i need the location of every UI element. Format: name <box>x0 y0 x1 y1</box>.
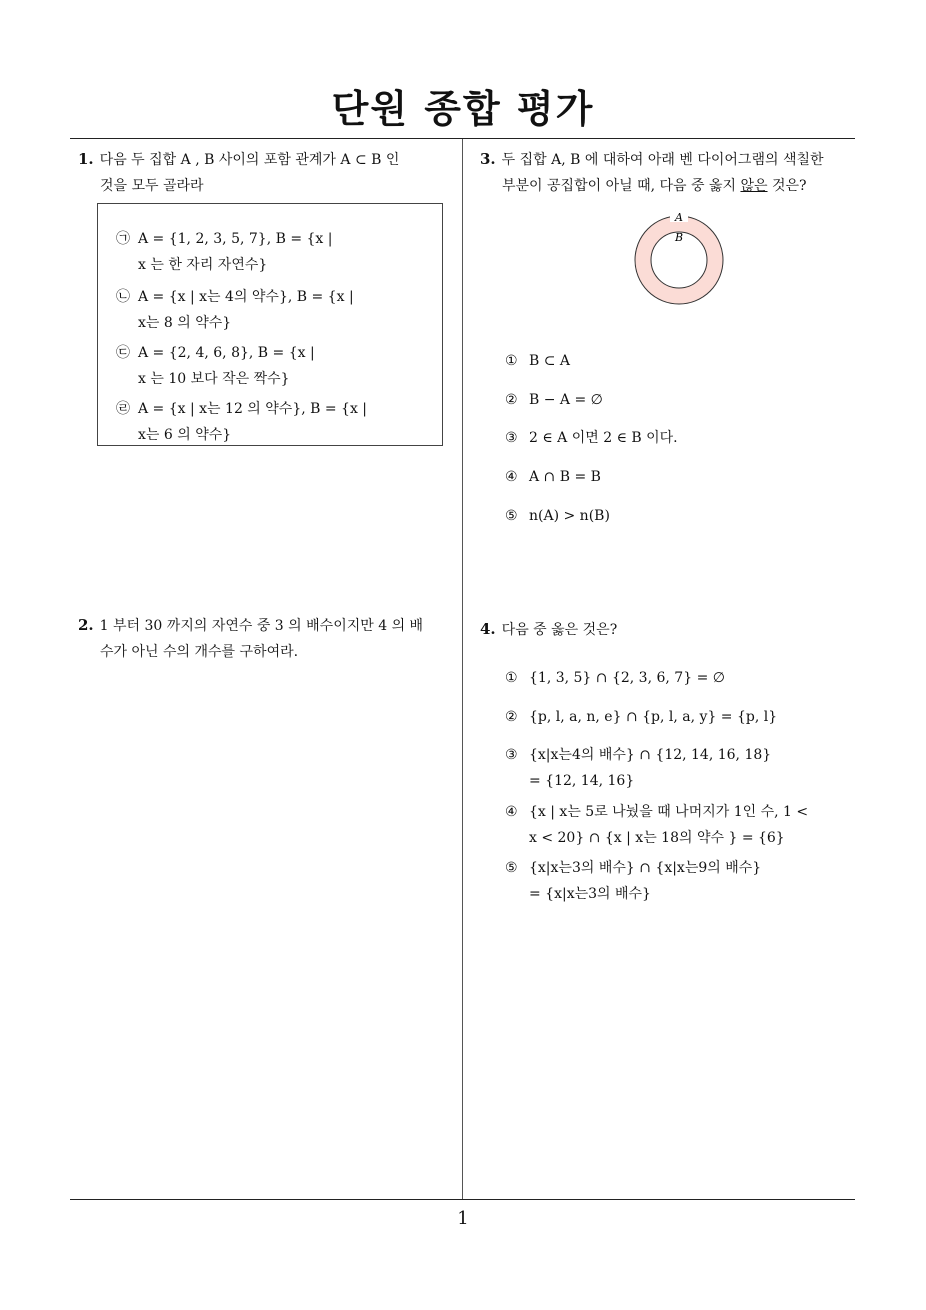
question-3-text-line1: 두 집합 A, B 에 대하여 아래 벤 다이어그램의 색칠한 <box>501 152 824 168</box>
column-divider <box>462 139 463 1199</box>
underlined-word: 않은 <box>740 178 768 194</box>
question-1-text-line2: 것을 모두 골라라 <box>100 178 204 194</box>
option-line1: A = {1, 2, 3, 5, 7}, B = {x | <box>138 231 333 247</box>
choice-text-line2: = {12, 14, 16} <box>529 773 635 789</box>
choice-text: B ⊂ A <box>529 353 571 369</box>
option-marker: ㉠ <box>116 231 130 247</box>
question-4-text: 다음 중 옳은 것은? <box>501 622 618 638</box>
choice-2 <box>505 387 603 413</box>
question-3 <box>480 146 865 199</box>
choice-text: {x | x는 5로 나눴을 때 나머지가 1인 수, 1 < <box>529 804 809 820</box>
choice-text-line2: = {x|x는3의 배수} <box>529 886 651 902</box>
choice-marker: ③ <box>505 430 518 446</box>
choice-marker: ⑤ <box>505 508 518 524</box>
choice-text: B − A = ∅ <box>529 392 603 408</box>
option-marker: ㉢ <box>116 345 130 361</box>
choice-marker: ① <box>505 670 518 686</box>
option-line1: A = {x | x는 12 의 약수}, B = {x | <box>138 401 368 417</box>
choice-2 <box>505 704 777 730</box>
choice-1 <box>505 665 725 691</box>
option-marker: ㉡ <box>116 289 130 305</box>
choice-text: A ∩ B = B <box>529 469 601 485</box>
choice-marker: ④ <box>505 804 518 820</box>
option-line1: A = {x | x는 4의 약수}, B = {x | <box>138 289 354 305</box>
option-line2: x는 6 의 약수} <box>138 427 232 443</box>
question-1-number: 1. <box>78 150 94 168</box>
option-4 <box>116 396 426 448</box>
question-3-number: 3. <box>480 150 496 168</box>
question-1-options-box <box>97 203 443 446</box>
choice-text: {1, 3, 5} ∩ {2, 3, 6, 7} = ∅ <box>529 670 725 686</box>
option-2 <box>116 284 426 336</box>
choice-4 <box>505 464 601 490</box>
option-3 <box>116 340 426 392</box>
choice-1 <box>505 348 570 374</box>
choice-text: {p, l, a, n, e} ∩ {p, l, a, y} = {p, l} <box>529 709 778 725</box>
choice-3 <box>505 425 678 451</box>
choice-marker: ① <box>505 353 518 369</box>
question-3-text-line2: 부분이 공집합이 아닐 때, 다음 중 옳지 않은 것은? <box>502 178 807 194</box>
venn-label-a: A <box>675 211 683 224</box>
option-line2: x는 8 의 약수} <box>138 315 232 331</box>
question-2-number: 2. <box>78 616 94 634</box>
choice-marker: ⑤ <box>505 860 518 876</box>
question-2-text-line2: 수가 아닌 수의 개수를 구하여라. <box>100 644 299 660</box>
choice-5 <box>505 503 610 529</box>
option-line1: A = {2, 4, 6, 8}, B = {x | <box>138 345 315 361</box>
question-1 <box>78 146 458 199</box>
venn-diagram <box>630 210 730 310</box>
bottom-rule <box>70 1199 855 1200</box>
choice-text: 2 ∈ A 이면 2 ∈ B 이다. <box>529 430 678 446</box>
choice-marker: ③ <box>505 747 518 763</box>
choice-5 <box>505 855 761 907</box>
question-2-text-line1: 1 부터 30 까지의 자연수 중 3 의 배수이지만 4 의 배 <box>99 618 424 634</box>
option-marker: ㉣ <box>116 401 130 417</box>
question-1-text-line1: 다음 두 집합 A , B 사이의 포함 관계가 A ⊂ B 인 <box>99 152 400 168</box>
question-4 <box>480 616 865 643</box>
choice-4 <box>505 799 808 851</box>
option-line2: x 는 한 자리 자연수} <box>138 257 268 273</box>
page-title: 단원 종합 평가 <box>331 87 595 131</box>
choice-text-line2: x < 20} ∩ {x | x는 18의 약수 } = {6} <box>529 830 785 846</box>
choice-text: n(A) > n(B) <box>529 508 610 524</box>
page-number: 1 <box>457 1208 469 1229</box>
choice-marker: ② <box>505 709 518 725</box>
venn-label-b: B <box>674 231 684 244</box>
option-1 <box>116 226 426 278</box>
option-line2: x 는 10 보다 작은 짝수} <box>138 371 290 387</box>
question-4-number: 4. <box>480 620 496 638</box>
choice-marker: ② <box>505 392 518 408</box>
choice-text: {x|x는3의 배수} ∩ {x|x는9의 배수} <box>529 860 762 876</box>
choice-marker: ④ <box>505 469 518 485</box>
choice-3 <box>505 742 771 794</box>
choice-text: {x|x는4의 배수} ∩ {12, 14, 16, 18} <box>529 747 772 763</box>
question-2 <box>78 612 458 665</box>
